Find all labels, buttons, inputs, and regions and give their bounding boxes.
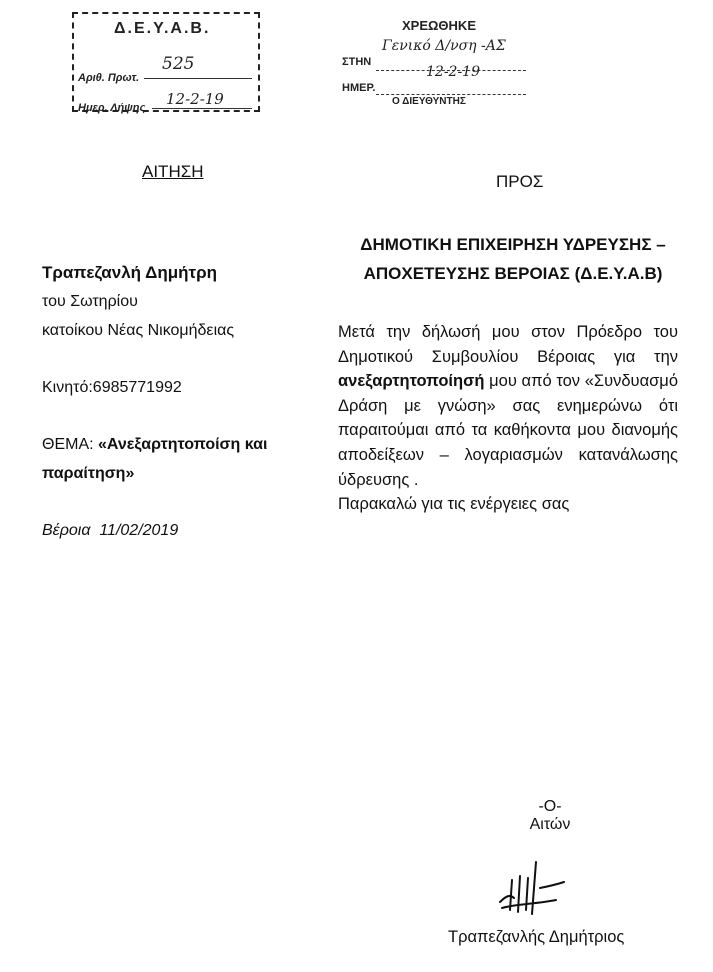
subject-value-2: παραίτηση»	[42, 465, 135, 482]
charged-to-value: Γενικό Δ/νση -ΑΣ	[382, 38, 506, 54]
charged-signer: Ο ΔΙΕΥΘΥΝΤΗΣ	[392, 96, 466, 107]
handwritten-signature	[496, 858, 566, 918]
body-part-1: Μετά την δήλωσή μου στον Πρόεδρο του Δημοτικού Συμβουλίου Βέροιας για την	[338, 323, 678, 366]
protocol-label: Αριθ. Πρωτ.	[78, 72, 140, 84]
protocol-number: 525	[162, 54, 195, 74]
subject-value-1: «Ανεξαρτητοποίση και	[98, 436, 268, 453]
date-value: 12-2-19	[166, 90, 224, 108]
applicant-name: Τραπεζανλή Δημήτρη	[42, 263, 218, 282]
date-rule	[152, 108, 252, 109]
applicant-block	[42, 258, 312, 545]
closing-role: Αιτών	[529, 816, 571, 833]
application-heading: ΑΙΤΗΣΗ	[142, 162, 204, 181]
letter-body	[338, 320, 678, 517]
protocol-rule	[144, 78, 252, 79]
recipient-line-2: ΑΠΟΧΕΤΕΥΣΗΣ ΒΕΡΟΙΑΣ (Δ.Ε.Υ.Α.Β)	[363, 264, 663, 283]
recipient-block	[348, 230, 678, 288]
applicant-residence: κατοίκου Νέας Νικομήδειας	[42, 322, 235, 339]
charged-title: ΧΡΕΩΘΗΚΕ	[402, 18, 476, 33]
body-bold: ανεξαρτητοποίησή	[338, 372, 485, 391]
body-closing: Παρακαλώ για τις ενέργειες σας	[338, 495, 570, 514]
charged-date-value: 12-2-19	[426, 64, 480, 80]
closing-block	[440, 798, 660, 834]
to-heading: ΠΡΟΣ	[496, 172, 544, 191]
subject-line	[42, 430, 312, 459]
received-stamp	[72, 12, 260, 112]
charged-rule-2	[376, 94, 526, 95]
body-part-2: μου από τον «Συνδυασμό Δράση με γνώση» σας ενημερώνω ότι παραιτούμαι από τα καθήκοντα μου διανομής αποδείξεων – λογαριασμών κατανάλωσης ύδρευσης .	[338, 372, 678, 489]
closing-mark: -Ο-	[538, 798, 562, 815]
signature-name: Τραπεζανλής Δημήτριος	[448, 928, 625, 946]
applicant-phone: Κινητό:6985771992	[42, 379, 182, 396]
recipient-line-1: ΔΗΜΟΤΙΚΗ ΕΠΙΧΕΙΡΗΣΗ ΥΔΡΕΥΣΗΣ –	[360, 235, 666, 254]
charged-to-label: ΣΤΗΝ	[342, 56, 372, 68]
charged-date-label: ΗΜΕΡ.	[342, 82, 376, 94]
subject-label: ΘΕΜΑ:	[42, 436, 94, 453]
place-date: Βέροια 11/02/2019	[42, 522, 179, 539]
date-label: Ημερ. Λήψης	[78, 102, 146, 114]
charged-stamp	[336, 18, 556, 118]
applicant-father: του Σωτηρίου	[42, 293, 138, 310]
stamp-title: Δ.Ε.Υ.Α.Β.	[114, 20, 211, 37]
